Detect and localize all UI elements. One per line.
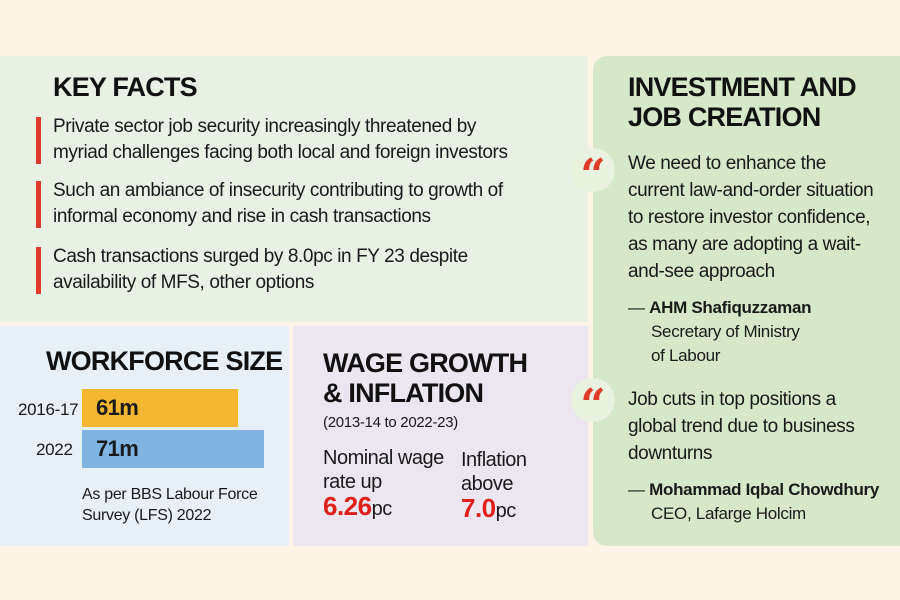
wage-title <box>323 348 527 408</box>
nominal-wage-stat <box>323 446 444 521</box>
wage-title-line: & INFLATION <box>323 378 484 408</box>
quote-line: to restore investor confidence, <box>628 207 871 228</box>
workforce-bar-2022 <box>82 430 264 468</box>
investment-title <box>628 72 856 132</box>
speaker-role: Secretary of Ministry <box>651 322 800 341</box>
quote-text <box>628 386 890 467</box>
quote-line: and-see approach <box>628 261 775 282</box>
speaker-role: CEO, Lafarge Holcim <box>651 504 806 523</box>
inflation-stat <box>461 448 527 523</box>
quote-line: as many are adopting a wait- <box>628 234 861 255</box>
fact-line: Such an ambiance of insecurity contributing to growth of <box>53 180 503 201</box>
workforce-source-note <box>82 484 272 526</box>
quote-icon: “ <box>571 378 615 422</box>
wage-title-line: WAGE GROWTH <box>323 348 528 378</box>
speaker-role: of Labour <box>651 346 721 365</box>
stat-label: Nominal wage <box>323 447 444 469</box>
speaker-name: AHM Shafiquzzaman <box>649 298 812 317</box>
workforce-panel <box>0 326 289 546</box>
bar-value-label: 71m <box>96 436 139 461</box>
quote-attribution <box>628 296 893 368</box>
workforce-title: WORKFORCE SIZE <box>46 346 283 376</box>
bar-label-2022: 2022 <box>36 440 73 459</box>
fact-line: Cash transactions surged by 8.0pc in FY 23 despite <box>53 246 468 267</box>
stat-unit: pc <box>371 498 392 520</box>
quote-line: downturns <box>628 443 713 464</box>
fact-line: Private sector job security increasingly threatened by <box>53 116 477 137</box>
fact-bullet-bar <box>36 181 41 228</box>
note-line: Survey (LFS) 2022 <box>82 507 212 524</box>
key-facts-title: KEY FACTS <box>53 72 197 102</box>
wage-period: (2013-14 to 2022-23) <box>323 414 458 431</box>
quote-icon: “ <box>571 148 615 192</box>
quote-text <box>628 150 890 285</box>
investment-title-line: INVESTMENT AND <box>628 72 856 102</box>
fact-item <box>36 244 576 296</box>
quote-attribution <box>628 478 893 526</box>
fact-item <box>36 114 576 166</box>
quote-line: global trend due to business <box>628 416 855 437</box>
speaker-name: Mohammad Iqbal Chowdhury <box>649 480 880 499</box>
fact-line: informal economy and rise in cash transactions <box>53 206 431 227</box>
quote-line: We need to enhance the <box>628 153 826 174</box>
stat-value: 7.0 <box>461 493 496 523</box>
workforce-bar-2016-17 <box>82 389 238 427</box>
stat-label: above <box>461 473 513 495</box>
key-facts-panel <box>0 56 588 322</box>
fact-item <box>36 178 576 230</box>
investment-panel <box>580 56 900 546</box>
stat-label: rate up <box>323 471 382 493</box>
stat-label: Inflation <box>461 449 527 471</box>
bar-label-2016-17: 2016-17 <box>18 400 79 419</box>
stat-unit: pc <box>495 500 516 522</box>
bar-value-label: 61m <box>96 395 139 420</box>
quote-line: current law-and-order situation <box>628 180 874 201</box>
stat-value: 6.26 <box>323 491 372 521</box>
dash-glyph: — <box>628 480 645 499</box>
fact-bullet-bar <box>36 117 41 164</box>
note-line: As per BBS Labour Force <box>82 486 258 503</box>
dash-glyph: — <box>628 298 645 317</box>
quote-line: Job cuts in top positions a <box>628 389 836 410</box>
investment-title-line: JOB CREATION <box>628 102 821 132</box>
fact-line: availability of MFS, other options <box>53 272 314 293</box>
fact-bullet-bar <box>36 247 41 294</box>
wage-panel <box>293 326 588 546</box>
fact-line: myriad challenges facing both local and foreign investors <box>53 142 508 163</box>
